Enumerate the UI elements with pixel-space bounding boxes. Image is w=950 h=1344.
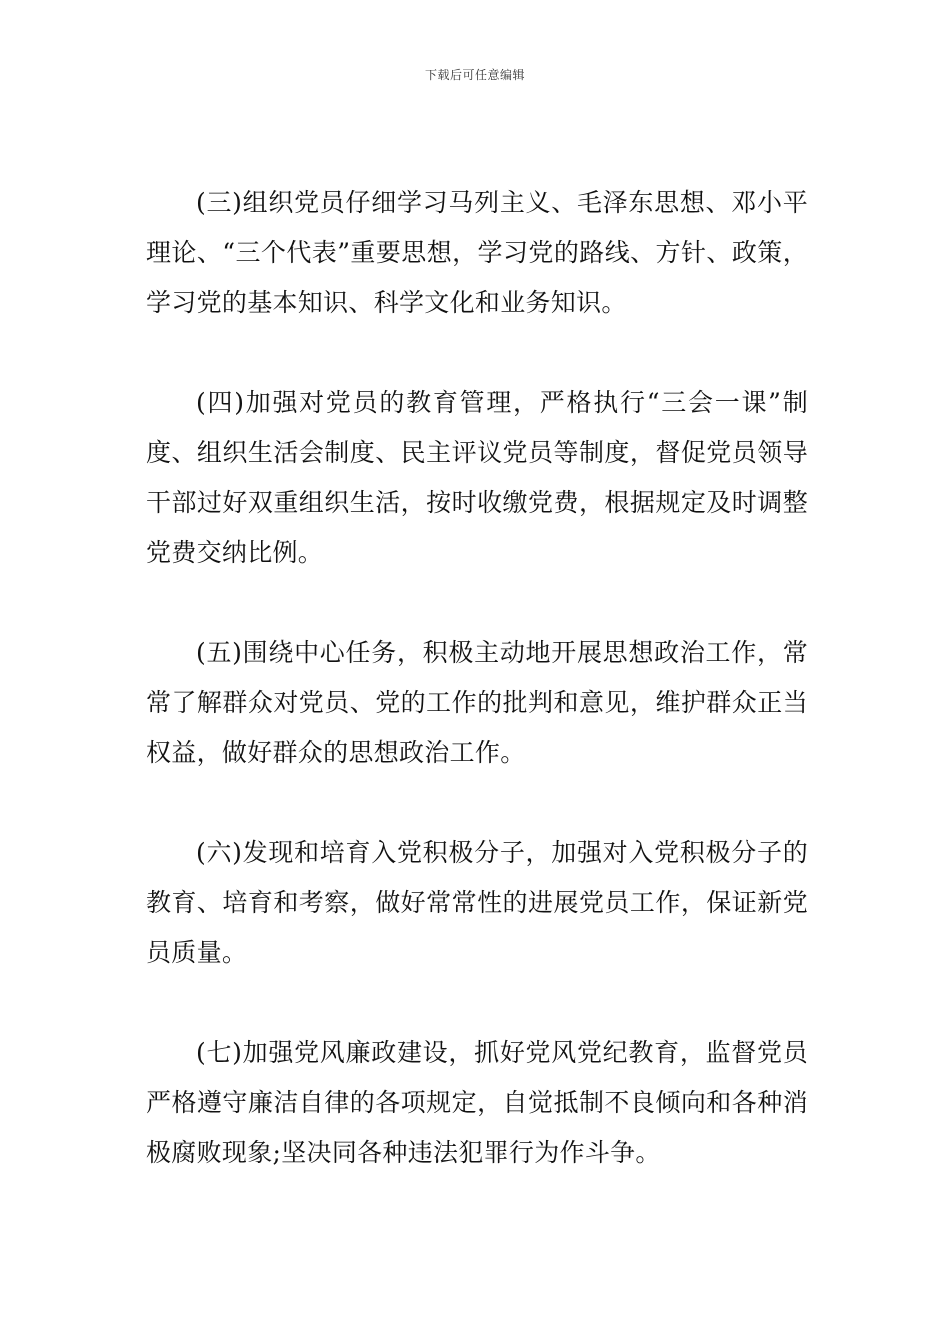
paragraph-5: (五)围绕中心任务，积极主动地开展思想政治工作，常常了解群众对党员、党的工作的批判和意见，维护群众正当权益，做好群众的思想政治工作。 [146, 638, 808, 767]
paragraph-3: (三)组织党员仔细学习马列主义、毛泽东思想、邓小平理论、“三个代表”重要思想，学习党的路线、方针、政策，学习党的基本知识、科学文化和业务知识。 [146, 188, 808, 317]
paragraph-6: (六)发现和培育入党积极分子，加强对入党积极分子的教育、培育和考察，做好常常性的进展党员工作，保证新党员质量。 [146, 838, 808, 967]
paragraph-4: (四)加强对党员的教育管理，严格执行“三会一课”制度、组织生活会制度、民主评议党员等制度，督促党员领导干部过好双重组织生活，按时收缴党费，根据规定及时调整党费交纳比例。 [146, 388, 808, 567]
page-header: 下载后可任意编辑 [424, 68, 525, 82]
paragraph-7: (七)加强党风廉政建设，抓好党风党纪教育，监督党员严格遵守廉洁自律的各项规定，自觉抵制不良倾向和各种消极腐败现象;坚决同各种违法犯罪行为作斗争。 [146, 1038, 808, 1167]
document-body [146, 178, 808, 1228]
